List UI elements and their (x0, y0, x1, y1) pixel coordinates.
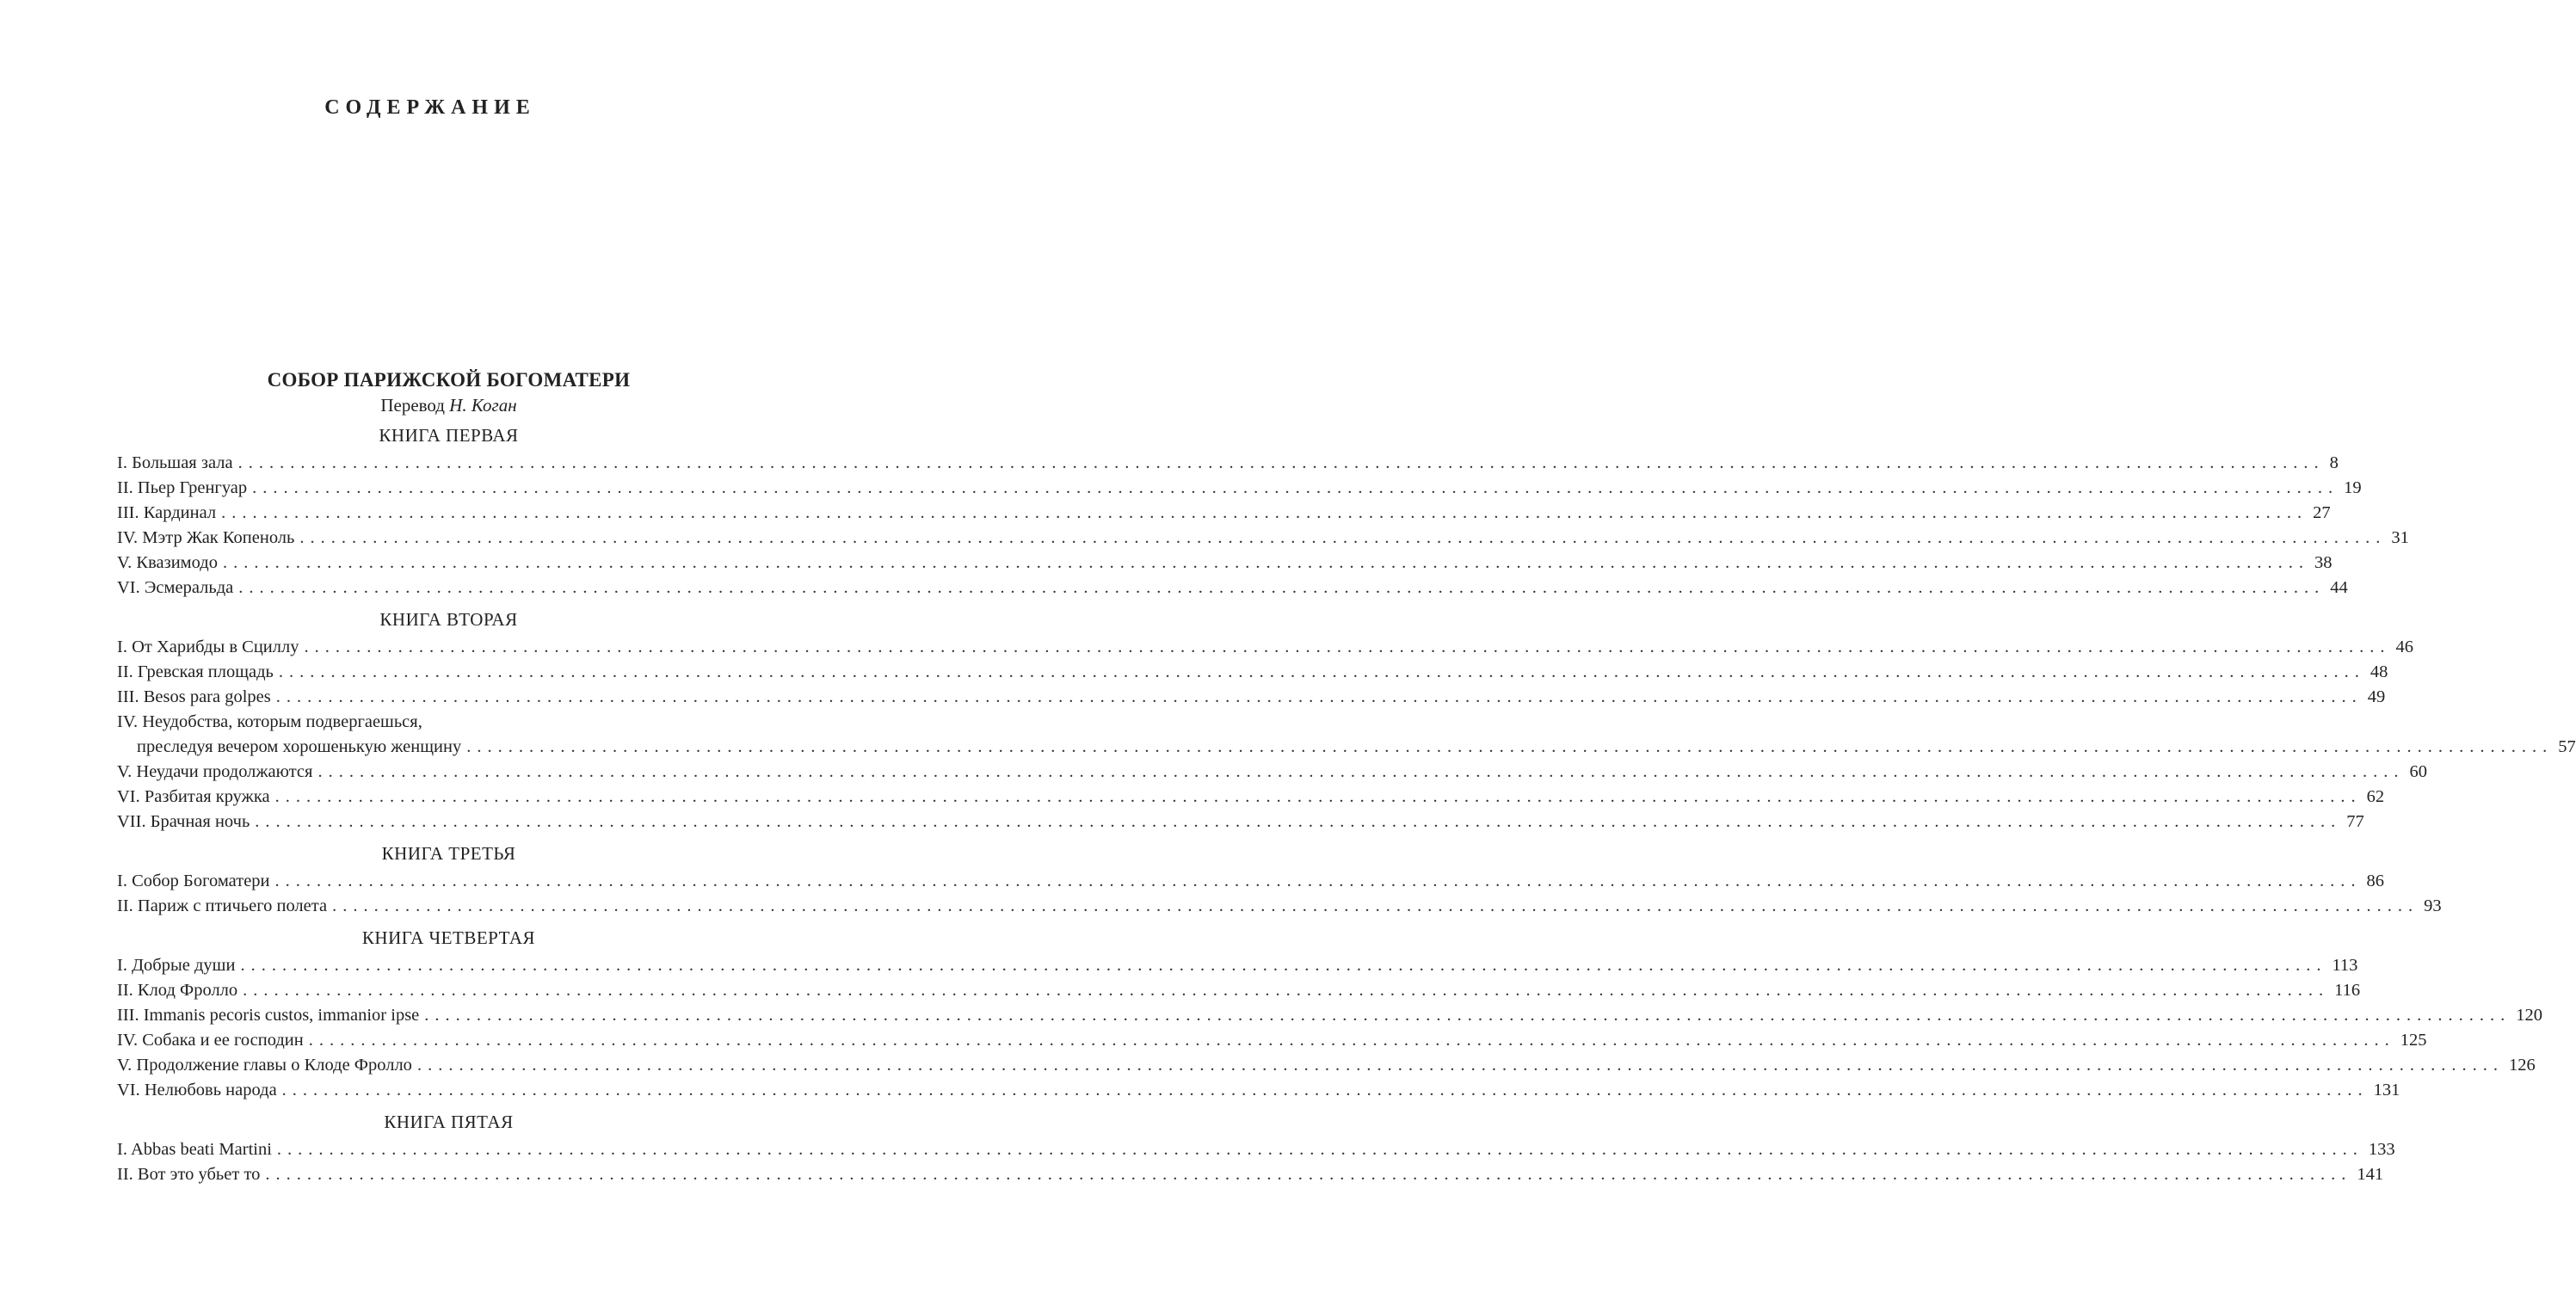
entry-title: II. Пьер Гренгуар (117, 478, 248, 497)
leader-dots: ........................................................................................................................................................................................................ (240, 956, 2327, 975)
toc-entry[interactable] (117, 685, 2386, 710)
entry-title: IV. Собака и ее господин (117, 1031, 304, 1050)
toc-entry[interactable] (117, 978, 2361, 1003)
entry-page: 86 (2366, 872, 2385, 890)
toc-entry[interactable] (117, 501, 2331, 526)
entry-page: 62 (2366, 787, 2385, 806)
toc-entry[interactable] (117, 635, 2413, 660)
leader-dots: ........................................................................................................................................................................................................ (281, 1081, 2369, 1099)
entry-title: V. Продолжение главы о Клоде Фролло (117, 1056, 412, 1075)
entry-title: II. Гревская площадь (117, 662, 274, 681)
toc-entry[interactable] (117, 660, 2388, 685)
entry-page: 116 (2334, 981, 2361, 1000)
translator-line (117, 394, 780, 416)
book-heading: КНИГА ПЯТАЯ (384, 1112, 514, 1132)
toc-entry[interactable] (117, 894, 2442, 919)
entry-page: 60 (2409, 762, 2427, 781)
entry-page: 46 (2395, 638, 2413, 656)
entry-title: VI. Нелюбовь народа (117, 1081, 277, 1099)
entry-page: 57 (2558, 737, 2576, 756)
work-title: СОБОР ПАРИЖСКОЙ БОГОМАТЕРИ (267, 369, 631, 391)
entry-page: 19 (2344, 478, 2362, 497)
entry-page: 77 (2346, 812, 2364, 831)
leader-dots: ........................................................................................................................................................................................................ (243, 981, 2330, 1000)
toc-entry[interactable] (117, 1137, 2395, 1162)
entry-title: IV. Мэтр Жак Копеноль (117, 528, 295, 547)
toc-entry[interactable] (117, 1028, 2427, 1053)
book-heading: КНИГА ВТОРАЯ (379, 609, 518, 630)
entry-title: III. Immanis pecoris custos, immanior ipse (117, 1006, 420, 1025)
entry-page: 48 (2370, 662, 2388, 681)
toc-entry[interactable] (117, 1162, 2384, 1187)
entry-title: II. Клод Фролло (117, 981, 238, 1000)
leader-dots: ........................................................................................................................................................................................................ (221, 503, 2308, 522)
entry-page: 27 (2313, 503, 2331, 522)
entry-page: 8 (2329, 453, 2339, 472)
book-heading: КНИГА ЧЕТВЕРТАЯ (361, 927, 536, 948)
entry-title: VII. Брачная ночь (117, 812, 250, 831)
entry-page: 126 (2508, 1056, 2536, 1075)
entry-title: III. Besos para golpes (117, 687, 271, 706)
leader-dots: ........................................................................................................................................................................................................ (275, 687, 2363, 706)
entry-page: 49 (2367, 687, 2386, 706)
toc-entry[interactable] (117, 735, 2576, 760)
leader-dots: ........................................................................................................................................................................................................ (222, 553, 2309, 572)
entry-title-continuation: преследуя вечером хорошенькую женщину (137, 737, 462, 756)
entry-page: 31 (2391, 528, 2409, 547)
toc-entry[interactable] (117, 1078, 2400, 1103)
entry-title: IV. Неудобства, которым подвергаешься, (117, 712, 422, 731)
entry-page: 38 (2314, 553, 2333, 572)
entry-title: I. Добрые души (117, 956, 236, 975)
toc-entry[interactable] (117, 476, 2362, 501)
book-heading: КНИГА ТРЕТЬЯ (381, 843, 516, 864)
toc-entry-first-line[interactable] (117, 710, 780, 735)
leader-dots: ........................................................................................................................................................................................................ (276, 1140, 2363, 1159)
toc-entry[interactable] (117, 953, 2358, 978)
entry-title: III. Кардинал (117, 503, 217, 522)
toc-entry[interactable] (117, 551, 2333, 576)
toc-entry[interactable] (117, 1053, 2536, 1078)
entry-title: V. Неудачи продолжаются (117, 762, 313, 781)
leader-dots: ........................................................................................................................................................................................................ (278, 662, 2365, 681)
entry-title: I. Большая зала (117, 453, 233, 472)
leader-dots: ........................................................................................................................................................................................................ (255, 812, 2342, 831)
leader-dots: ........................................................................................................................................................................................................ (265, 1165, 2352, 1184)
entry-page: 120 (2516, 1006, 2543, 1025)
entry-page: 141 (2357, 1165, 2384, 1184)
table-of-contents (117, 366, 2576, 1187)
entry-title: VI. Эсмеральда (117, 578, 234, 597)
translator-prefix: Перевод (380, 395, 445, 416)
entry-page: 131 (2373, 1081, 2400, 1099)
leader-dots: ........................................................................................................................................................................................................ (274, 787, 2362, 806)
entry-title: V. Квазимодо (117, 553, 218, 572)
toc-entry[interactable] (117, 810, 2364, 835)
entry-title: VI. Разбитая кружка (117, 787, 270, 806)
leader-dots: ........................................................................................................................................................................................................ (317, 762, 2405, 781)
book-heading: КНИГА ПЕРВАЯ (379, 425, 519, 446)
entry-page: 125 (2400, 1031, 2427, 1050)
leader-dots: ........................................................................................................................................................................................................ (424, 1006, 2511, 1025)
toc-entry[interactable] (117, 760, 2427, 785)
toc-entry[interactable] (117, 576, 2348, 601)
entry-page: 44 (2330, 578, 2348, 597)
toc-entry[interactable] (117, 526, 2409, 551)
page-title: СОДЕРЖАНИЕ (324, 96, 536, 119)
entry-title: II. Париж с птичьего полета (117, 896, 328, 915)
toc-entry[interactable] (117, 451, 2339, 476)
leader-dots: ........................................................................................................................................................................................................ (238, 578, 2326, 597)
toc-entry[interactable] (117, 869, 2385, 894)
entry-page: 93 (2424, 896, 2442, 915)
entry-title: I. Собор Богоматери (117, 872, 270, 890)
entry-title: I. Abbas beati Martini (117, 1140, 272, 1159)
entry-page: 113 (2332, 956, 2358, 975)
leader-dots: ........................................................................................................................................................................................................ (332, 896, 2419, 915)
leader-dots: ........................................................................................................................................................................................................ (252, 478, 2339, 497)
toc-entry[interactable] (117, 785, 2385, 810)
entry-title: I. От Харибды в Сциллу (117, 638, 299, 656)
leader-dots: ........................................................................................................................................................................................................ (299, 528, 2387, 547)
leader-dots: ........................................................................................................................................................................................................ (308, 1031, 2395, 1050)
entry-page: 133 (2368, 1140, 2395, 1159)
leader-dots: ........................................................................................................................................................................................................ (237, 453, 2325, 472)
leader-dots: ........................................................................................................................................................................................................ (304, 638, 2391, 656)
translator-name: Н. Коган (449, 395, 517, 416)
toc-entry[interactable] (117, 1003, 2543, 1028)
entry-title: II. Вот это убьет то (117, 1165, 261, 1184)
leader-dots: ........................................................................................................................................................................................................ (466, 737, 2554, 756)
leader-dots: ........................................................................................................................................................................................................ (274, 872, 2362, 890)
leader-dots: ........................................................................................................................................................................................................ (416, 1056, 2504, 1075)
